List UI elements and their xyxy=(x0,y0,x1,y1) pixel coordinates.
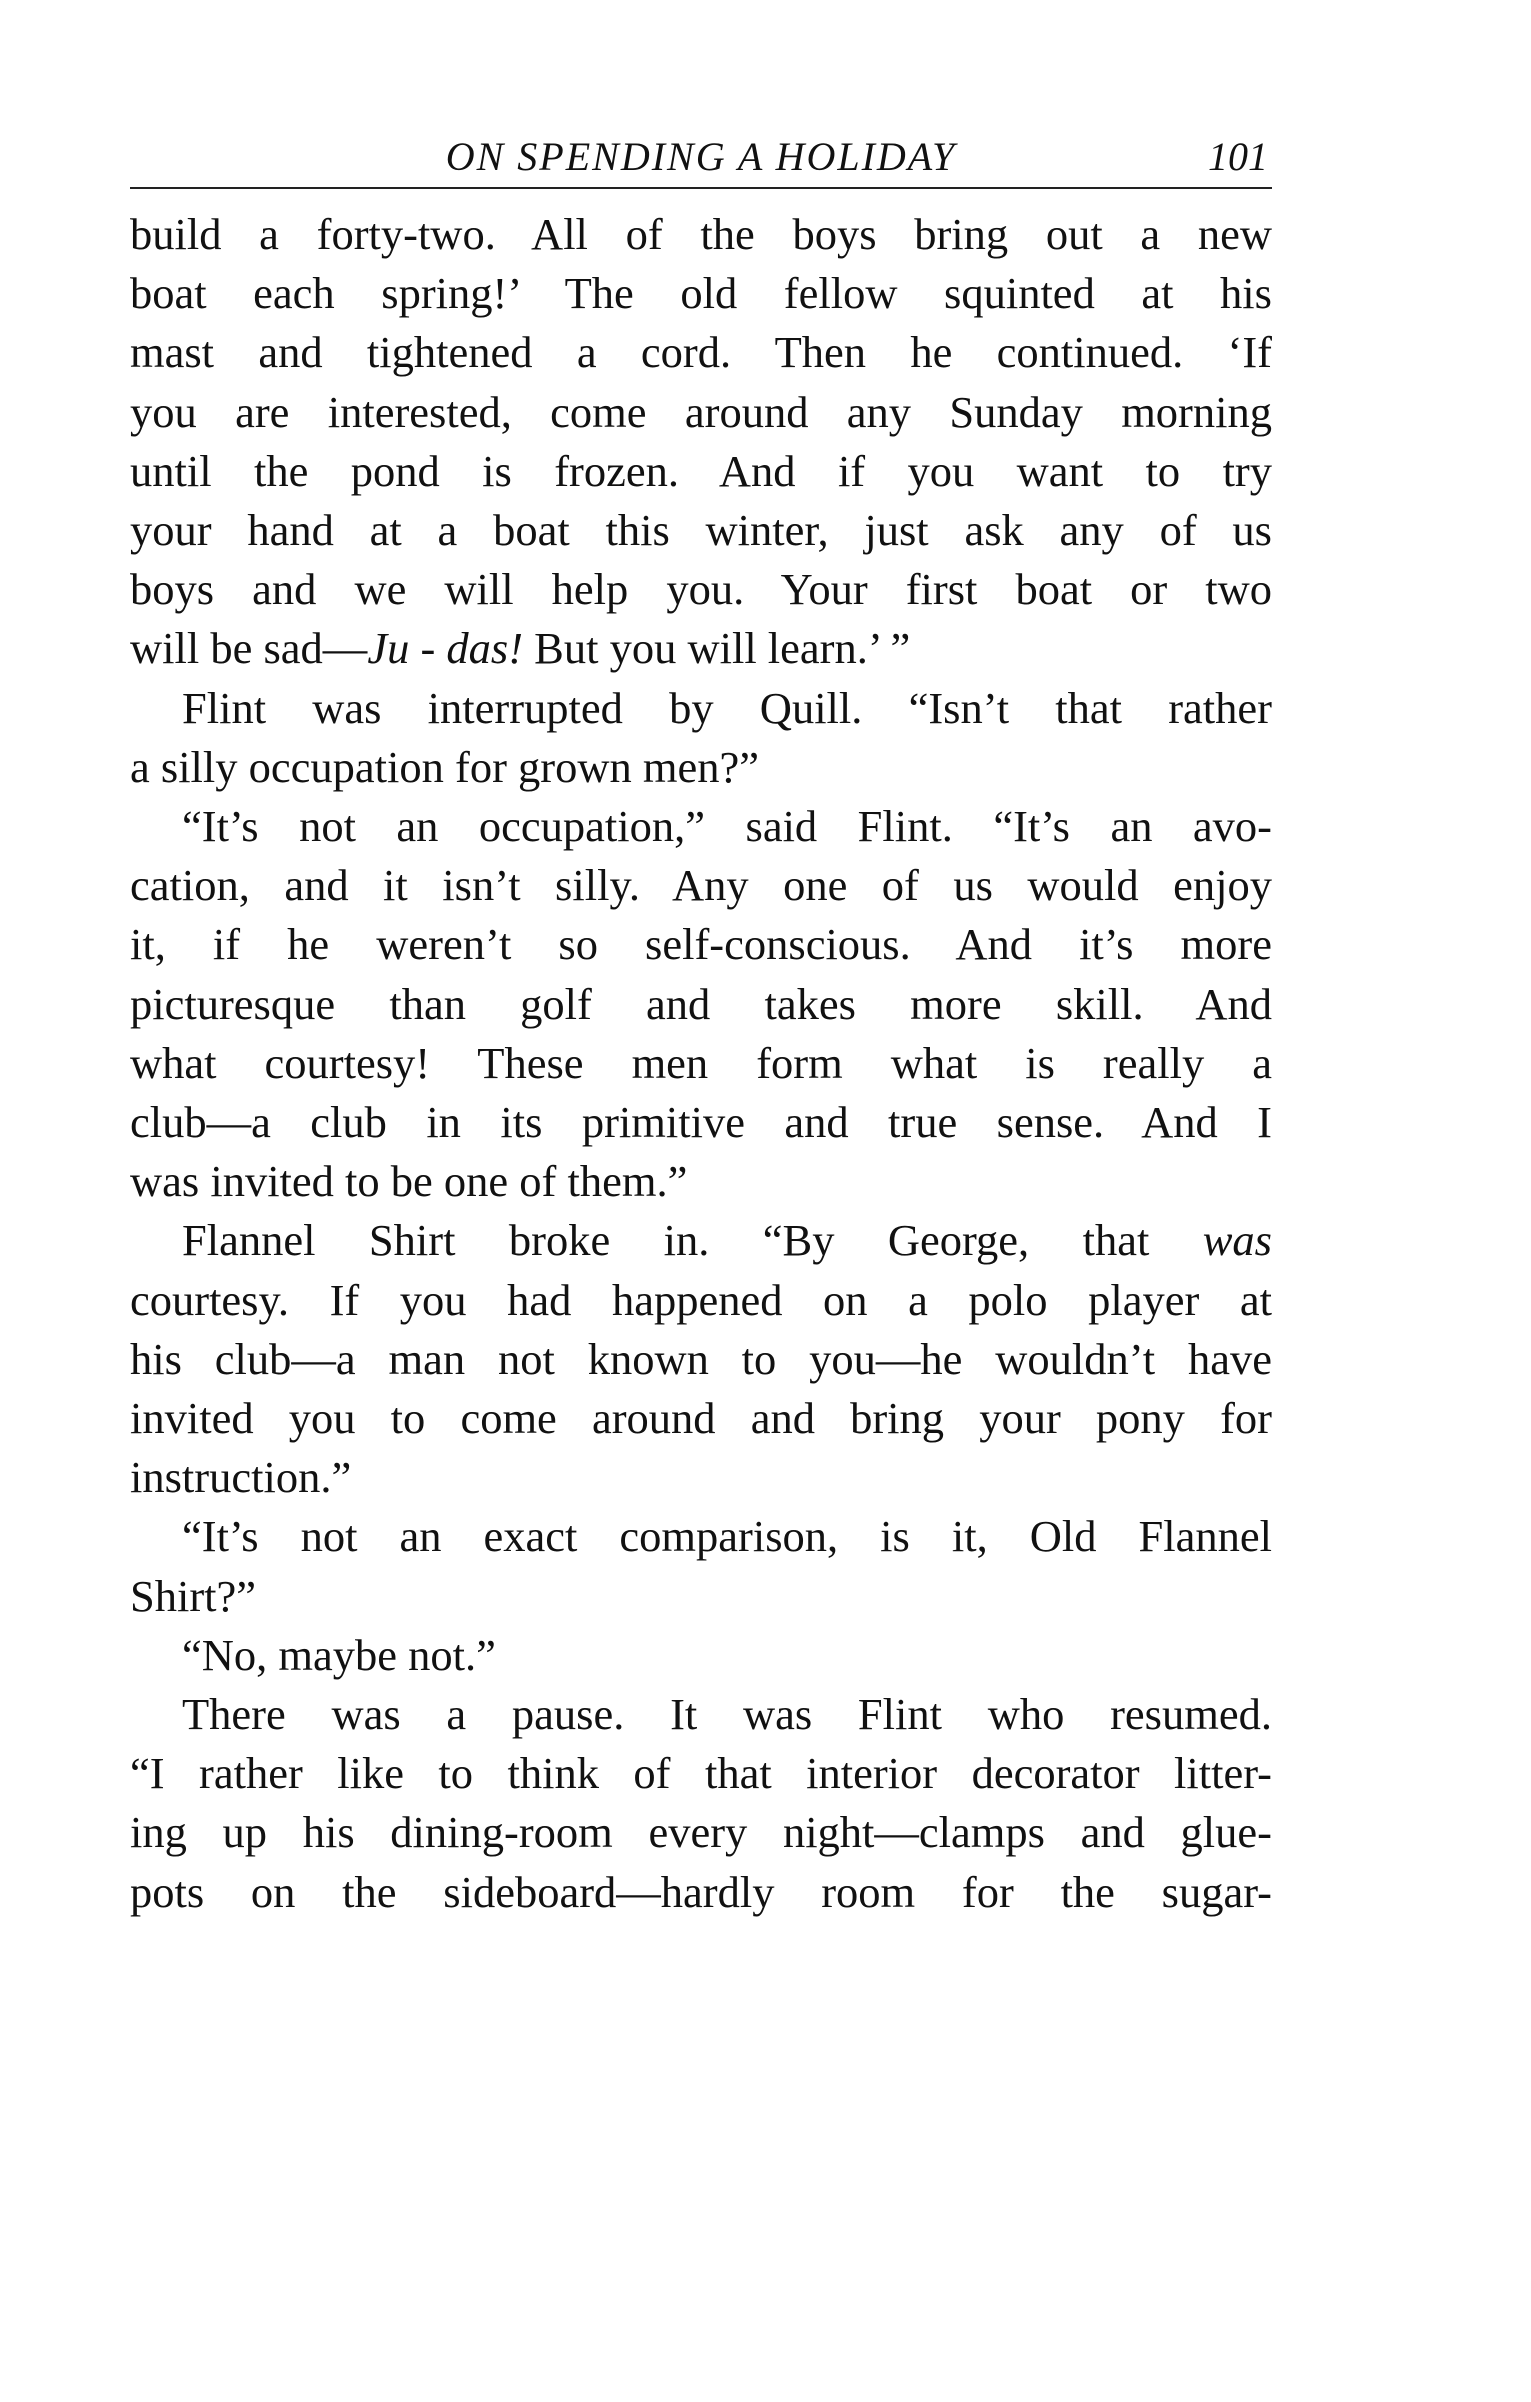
text-line xyxy=(130,501,1272,560)
italic-text: Ju - das! xyxy=(367,623,524,674)
text-line-content: “I rather like to think of that interior decorator litter- xyxy=(130,1748,1272,1799)
text-line xyxy=(130,1152,1272,1211)
italic-text: was xyxy=(1202,1215,1272,1266)
text-line xyxy=(130,975,1272,1034)
text-line-content: “It’s not an occupation,” said Flint. “It’s an avo- xyxy=(182,801,1272,852)
text-line xyxy=(130,1389,1272,1448)
text-line xyxy=(130,1744,1272,1803)
text-line xyxy=(130,1330,1272,1389)
text-line-content: his club—a man not known to you—he wouldn’t have xyxy=(130,1333,1272,1384)
text-line-content: “It’s not an exact comparison, is it, Old Flannel xyxy=(182,1511,1272,1562)
text-line-content: Flannel Shirt broke in. “By George, that xyxy=(182,1215,1203,1266)
text-line-content: you are interested, come around any Sunday morning xyxy=(130,386,1272,437)
text-line-content: club—a club in its primitive and true sense. And I xyxy=(130,1097,1272,1148)
body-text xyxy=(130,205,1272,1922)
text-line-content: boys and we will help you. Your first boat or two xyxy=(130,564,1272,615)
text-line xyxy=(130,738,1272,797)
text-line xyxy=(130,1507,1272,1566)
text-line-content: a silly occupation for grown men?” xyxy=(130,741,759,792)
text-line-content: instruction.” xyxy=(130,1452,352,1503)
running-title: ON SPENDING A HOLIDAY xyxy=(445,134,957,179)
text-line-content: cation, and it isn’t silly. Any one of us would enjoy xyxy=(130,860,1272,911)
text-line xyxy=(130,679,1272,738)
text-line-content: what courtesy! These men form what is really a xyxy=(130,1037,1272,1088)
text-line-tail: But you will learn.’ ” xyxy=(523,623,911,674)
text-line xyxy=(130,264,1272,323)
text-line xyxy=(130,442,1272,501)
text-line xyxy=(130,383,1272,442)
text-line-content: invited you to come around and bring your pony for xyxy=(130,1393,1272,1444)
text-line-content: it, if he weren’t so self-conscious. And it’s more xyxy=(130,919,1272,970)
text-line-content: mast and tightened a cord. Then he continued. ‘If xyxy=(130,327,1272,378)
running-head xyxy=(130,125,1272,189)
text-line-content: was invited to be one of them.” xyxy=(130,1156,688,1207)
text-line-content: build a forty-two. All of the boys bring out a new xyxy=(130,209,1272,259)
text-line xyxy=(130,1803,1272,1862)
text-line-content: pots on the sideboard—hardly room for the sugar- xyxy=(130,1866,1272,1917)
text-line-content: ing up his dining-room every night—clamps and glue- xyxy=(130,1807,1272,1858)
text-line-content: Shirt?” xyxy=(130,1570,257,1621)
text-line xyxy=(130,915,1272,974)
text-line-content: will be sad— xyxy=(130,623,368,674)
text-line-content: picturesque than golf and takes more skill. And xyxy=(130,978,1272,1029)
text-line xyxy=(130,1093,1272,1152)
text-line-content: courtesy. If you had happened on a polo player at xyxy=(130,1274,1272,1325)
text-line xyxy=(130,1626,1272,1685)
text-line-content: Flint was interrupted by Quill. “Isn’t that rather xyxy=(182,682,1272,733)
text-line xyxy=(130,619,1272,678)
text-line-content: boat each spring!’ The old fellow squinted at his xyxy=(130,268,1272,319)
text-line xyxy=(130,1448,1272,1507)
text-line xyxy=(130,1034,1272,1093)
text-line-content: “No, maybe not.” xyxy=(182,1629,496,1680)
text-line xyxy=(130,1863,1272,1922)
text-line xyxy=(130,560,1272,619)
text-line xyxy=(130,1685,1272,1744)
text-line xyxy=(130,797,1272,856)
text-line xyxy=(130,1271,1272,1330)
text-line xyxy=(130,205,1272,264)
text-line xyxy=(130,1567,1272,1626)
text-line-content: There was a pause. It was Flint who resumed. xyxy=(182,1689,1272,1740)
text-line xyxy=(130,1211,1272,1270)
page-number: 101 xyxy=(1208,134,1268,179)
text-line xyxy=(130,856,1272,915)
text-line xyxy=(130,323,1272,382)
text-line-content: until the pond is frozen. And if you want to try xyxy=(130,445,1272,496)
text-line-content: your hand at a boat this winter, just ask any of us xyxy=(130,505,1272,556)
book-page xyxy=(130,125,1272,1922)
